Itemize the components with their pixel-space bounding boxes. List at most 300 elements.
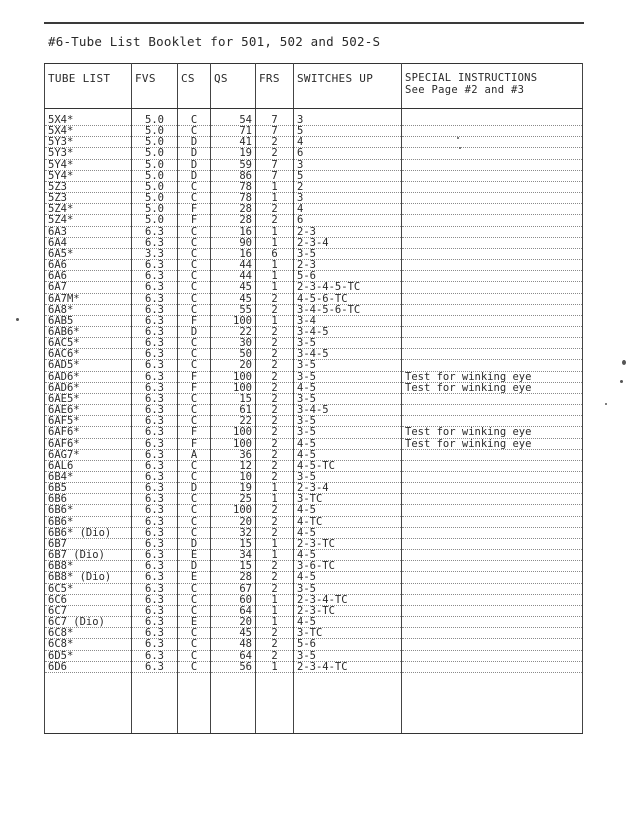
cell-cs: C — [178, 226, 211, 237]
cell-cs: F — [178, 427, 211, 438]
cell-special — [402, 516, 583, 527]
table-row — [45, 550, 583, 561]
cell-switches: 4-5 — [294, 617, 402, 628]
cell-qs: 10 — [211, 472, 256, 483]
cell-fvs: 6.3 — [132, 494, 178, 505]
cell-fvs: 6.3 — [132, 583, 178, 594]
cell-switches: 2-3-4 — [294, 237, 402, 248]
cell-fvs: 6.3 — [132, 505, 178, 516]
cell-special — [402, 248, 583, 259]
cell-qs: 28 — [211, 204, 256, 215]
cell-cs: C — [178, 583, 211, 594]
cell-special — [402, 326, 583, 337]
cell-fvs: 6.3 — [132, 449, 178, 460]
cell-switches: 4-TC — [294, 516, 402, 527]
cell-frs: 2 — [256, 371, 294, 382]
cell-cs: C — [178, 248, 211, 259]
table-row — [45, 109, 583, 126]
cell-switches: 2-3 — [294, 226, 402, 237]
cell-fvs: 5.0 — [132, 109, 178, 126]
cell-qs: 44 — [211, 271, 256, 282]
cell-qs: 60 — [211, 594, 256, 605]
cell-switches: 4 — [294, 204, 402, 215]
table-header-row — [45, 64, 583, 109]
cell-fvs: 6.3 — [132, 293, 178, 304]
cell-qs: 67 — [211, 583, 256, 594]
cell-cs: C — [178, 650, 211, 661]
cell-frs: 1 — [256, 282, 294, 293]
cell-qs: 20 — [211, 617, 256, 628]
cell-switches: 3-4-5-6-TC — [294, 304, 402, 315]
cell-special — [402, 583, 583, 594]
cell-fvs: 6.3 — [132, 639, 178, 650]
cell-cs: C — [178, 494, 211, 505]
cell-tube: 6AL6 — [45, 460, 132, 471]
cell-frs: 1 — [256, 260, 294, 271]
table-row — [45, 538, 583, 549]
cell-special — [402, 561, 583, 572]
cell-fvs: 6.3 — [132, 304, 178, 315]
table-row — [45, 405, 583, 416]
cell-cs: F — [178, 315, 211, 326]
cell-qs: 20 — [211, 516, 256, 527]
special-instructions-note: See Page #2 and #3 — [405, 84, 525, 96]
cell-special — [402, 109, 583, 126]
cell-qs: 16 — [211, 248, 256, 259]
cell-special — [402, 550, 583, 561]
cell-switches: 2-3-TC — [294, 605, 402, 616]
cell-cs: C — [178, 181, 211, 192]
cell-cs: C — [178, 661, 211, 672]
table-row — [45, 583, 583, 594]
cell-cs: C — [178, 271, 211, 282]
cell-qs: 45 — [211, 282, 256, 293]
cell-frs: 2 — [256, 338, 294, 349]
cell-special: Test for winking eye — [402, 438, 583, 449]
cell-tube: 5Y4* — [45, 159, 132, 170]
cell-tube: 6B6* (Dio) — [45, 527, 132, 538]
cell-switches: 4-5 — [294, 527, 402, 538]
cell-special — [402, 271, 583, 282]
cell-frs: 2 — [256, 148, 294, 159]
cell-switches: 3-5 — [294, 338, 402, 349]
cell-cs: C — [178, 460, 211, 471]
cell-frs: 2 — [256, 416, 294, 427]
cell-fvs: 5.0 — [132, 170, 178, 181]
table-row — [45, 594, 583, 605]
cell-cs: D — [178, 483, 211, 494]
cell-frs: 2 — [256, 349, 294, 360]
table-row — [45, 382, 583, 393]
cell-cs: C — [178, 527, 211, 538]
cell-cs: A — [178, 449, 211, 460]
cell-tube: 6A7M* — [45, 293, 132, 304]
cell-qs: 32 — [211, 527, 256, 538]
cell-special — [402, 538, 583, 549]
top-rule — [44, 22, 584, 24]
cell-cs: C — [178, 282, 211, 293]
cell-switches: 2-3-4-TC — [294, 594, 402, 605]
cell-cs: E — [178, 617, 211, 628]
cell-fvs: 6.3 — [132, 538, 178, 549]
cell-cs: D — [178, 326, 211, 337]
cell-qs: 86 — [211, 170, 256, 181]
cell-switches: 6 — [294, 215, 402, 226]
cell-tube: 6B6* — [45, 516, 132, 527]
table-row — [45, 181, 583, 192]
cell-qs: 78 — [211, 193, 256, 204]
cell-tube: 6B8* (Dio) — [45, 572, 132, 583]
table-row — [45, 293, 583, 304]
cell-special — [402, 159, 583, 170]
table-row — [45, 449, 583, 460]
cell-fvs: 6.3 — [132, 550, 178, 561]
cell-tube: 6C8* — [45, 628, 132, 639]
cell-fvs: 6.3 — [132, 617, 178, 628]
cell-fvs: 5.0 — [132, 215, 178, 226]
table-filler-row — [45, 672, 583, 733]
cell-tube: 6B7 (Dio) — [45, 550, 132, 561]
cell-cs: C — [178, 126, 211, 137]
cell-tube: 6AF6* — [45, 438, 132, 449]
cell-switches: 5-6 — [294, 639, 402, 650]
cell-special — [402, 416, 583, 427]
cell-qs: 25 — [211, 494, 256, 505]
cell-qs: 100 — [211, 371, 256, 382]
cell-fvs: 6.3 — [132, 226, 178, 237]
cell-switches: 3-6-TC — [294, 561, 402, 572]
table-row — [45, 260, 583, 271]
cell-switches: 5-6 — [294, 271, 402, 282]
table-row — [45, 628, 583, 639]
table-row — [45, 271, 583, 282]
cell-switches: 3-5 — [294, 472, 402, 483]
table-row — [45, 650, 583, 661]
cell-special — [402, 215, 583, 226]
cell-frs: 2 — [256, 572, 294, 583]
cell-switches: 2-3-TC — [294, 538, 402, 549]
cell-special — [402, 137, 583, 148]
cell-qs: 100 — [211, 438, 256, 449]
cell-switches: 2-3-4-TC — [294, 661, 402, 672]
cell-tube: 5Z4* — [45, 215, 132, 226]
cell-frs: 2 — [256, 460, 294, 471]
cell-switches: 5 — [294, 170, 402, 181]
cell-cs: C — [178, 304, 211, 315]
cell-frs: 2 — [256, 405, 294, 416]
cell-frs: 1 — [256, 271, 294, 282]
table-row — [45, 193, 583, 204]
cell-switches: 4-5 — [294, 382, 402, 393]
header-switches-up: SWITCHES UP — [294, 64, 402, 109]
cell-tube: 5X4* — [45, 126, 132, 137]
cell-cs: C — [178, 109, 211, 126]
cell-switches: 4-5 — [294, 438, 402, 449]
cell-special — [402, 460, 583, 471]
cell-frs: 7 — [256, 126, 294, 137]
cell-frs: 2 — [256, 583, 294, 594]
cell-frs: 7 — [256, 159, 294, 170]
cell-fvs: 6.3 — [132, 382, 178, 393]
cell-frs: 2 — [256, 137, 294, 148]
table-row — [45, 617, 583, 628]
cell-special — [402, 527, 583, 538]
ink-speck — [605, 403, 607, 405]
cell-special — [402, 405, 583, 416]
cell-frs: 1 — [256, 226, 294, 237]
cell-qs: 19 — [211, 483, 256, 494]
cell-cs: C — [178, 237, 211, 248]
cell-tube: 6A8* — [45, 304, 132, 315]
cell-tube: 5Y4* — [45, 170, 132, 181]
cell-switches: 4-5-TC — [294, 460, 402, 471]
table-row — [45, 326, 583, 337]
cell-switches: 3 — [294, 159, 402, 170]
cell-frs: 7 — [256, 109, 294, 126]
cell-cs: C — [178, 360, 211, 371]
cell-frs: 2 — [256, 628, 294, 639]
cell-tube: 6AF6* — [45, 427, 132, 438]
cell-tube: 6AE5* — [45, 393, 132, 404]
cell-special — [402, 349, 583, 360]
header-qs: QS — [211, 64, 256, 109]
table-row — [45, 483, 583, 494]
cell-special — [402, 148, 583, 159]
cell-fvs: 5.0 — [132, 148, 178, 159]
cell-tube: 5Z3 — [45, 193, 132, 204]
empty-cell — [294, 672, 402, 733]
cell-frs: 2 — [256, 326, 294, 337]
cell-tube: 6C7 (Dio) — [45, 617, 132, 628]
cell-special — [402, 282, 583, 293]
cell-cs: C — [178, 338, 211, 349]
table-row — [45, 605, 583, 616]
cell-fvs: 6.3 — [132, 338, 178, 349]
cell-frs: 2 — [256, 427, 294, 438]
cell-fvs: 6.3 — [132, 271, 178, 282]
cell-qs: 15 — [211, 393, 256, 404]
cell-frs: 2 — [256, 561, 294, 572]
header-special-instructions — [402, 64, 583, 109]
table-row — [45, 360, 583, 371]
cell-tube: 6AC5* — [45, 338, 132, 349]
table-row — [45, 460, 583, 471]
empty-cell — [178, 672, 211, 733]
cell-qs: 100 — [211, 382, 256, 393]
cell-tube: 6D6 — [45, 661, 132, 672]
cell-fvs: 6.3 — [132, 561, 178, 572]
cell-special — [402, 204, 583, 215]
cell-tube: 5Y3* — [45, 148, 132, 159]
empty-cell — [402, 672, 583, 733]
cell-qs: 15 — [211, 561, 256, 572]
cell-tube: 6C6 — [45, 594, 132, 605]
cell-frs: 2 — [256, 505, 294, 516]
table-row — [45, 505, 583, 516]
cell-fvs: 6.3 — [132, 315, 178, 326]
cell-qs: 54 — [211, 109, 256, 126]
cell-cs: C — [178, 605, 211, 616]
cell-tube: 6AD6* — [45, 371, 132, 382]
cell-frs: 1 — [256, 538, 294, 549]
table-row — [45, 371, 583, 382]
cell-tube: 6A3 — [45, 226, 132, 237]
cell-special — [402, 315, 583, 326]
cell-switches: 3-5 — [294, 360, 402, 371]
cell-switches: 4 — [294, 137, 402, 148]
cell-tube: 6C7 — [45, 605, 132, 616]
cell-fvs: 6.3 — [132, 405, 178, 416]
cell-qs: 64 — [211, 605, 256, 616]
table-row — [45, 527, 583, 538]
table-row — [45, 427, 583, 438]
cell-switches: 3-5 — [294, 393, 402, 404]
cell-special — [402, 572, 583, 583]
cell-cs: F — [178, 382, 211, 393]
cell-special — [402, 505, 583, 516]
cell-switches: 3 — [294, 109, 402, 126]
cell-cs: E — [178, 572, 211, 583]
cell-special — [402, 605, 583, 616]
cell-fvs: 5.0 — [132, 159, 178, 170]
cell-frs: 1 — [256, 494, 294, 505]
cell-switches: 3-4 — [294, 315, 402, 326]
cell-tube: 6AD5* — [45, 360, 132, 371]
cell-cs: C — [178, 505, 211, 516]
empty-cell — [211, 672, 256, 733]
cell-qs: 19 — [211, 148, 256, 159]
cell-special: Test for winking eye — [402, 427, 583, 438]
cell-switches: 3-TC — [294, 628, 402, 639]
cell-tube: 6C8* — [45, 639, 132, 650]
cell-fvs: 6.3 — [132, 572, 178, 583]
cell-qs: 100 — [211, 315, 256, 326]
table-body — [45, 109, 583, 734]
table-row — [45, 148, 583, 159]
cell-fvs: 6.3 — [132, 349, 178, 360]
cell-tube: 6AG7* — [45, 449, 132, 460]
empty-cell — [132, 672, 178, 733]
cell-qs: 20 — [211, 360, 256, 371]
cell-tube: 5Z3 — [45, 181, 132, 192]
cell-switches: 3-5 — [294, 427, 402, 438]
cell-qs: 22 — [211, 326, 256, 337]
cell-fvs: 6.3 — [132, 260, 178, 271]
cell-frs: 2 — [256, 639, 294, 650]
cell-fvs: 6.3 — [132, 371, 178, 382]
cell-cs: D — [178, 137, 211, 148]
cell-special — [402, 661, 583, 672]
cell-frs: 1 — [256, 193, 294, 204]
cell-frs: 2 — [256, 393, 294, 404]
cell-frs: 1 — [256, 605, 294, 616]
cell-tube: 6AD6* — [45, 382, 132, 393]
cell-cs: D — [178, 159, 211, 170]
cell-cs: C — [178, 516, 211, 527]
table-row — [45, 516, 583, 527]
cell-qs: 59 — [211, 159, 256, 170]
cell-tube: 6B7 — [45, 538, 132, 549]
table-row — [45, 315, 583, 326]
header-fvs: FVS — [132, 64, 178, 109]
cell-fvs: 6.3 — [132, 438, 178, 449]
cell-cs: C — [178, 405, 211, 416]
cell-fvs: 5.0 — [132, 181, 178, 192]
cell-frs: 1 — [256, 594, 294, 605]
cell-qs: 44 — [211, 260, 256, 271]
cell-switches: 3-5 — [294, 650, 402, 661]
cell-frs: 2 — [256, 293, 294, 304]
cell-fvs: 6.3 — [132, 393, 178, 404]
cell-frs: 2 — [256, 360, 294, 371]
cell-special — [402, 181, 583, 192]
ink-speck — [16, 318, 19, 321]
cell-fvs: 5.0 — [132, 193, 178, 204]
cell-switches: 2-3-4 — [294, 483, 402, 494]
cell-fvs: 6.3 — [132, 605, 178, 616]
cell-frs: 2 — [256, 382, 294, 393]
cell-tube: 6AF5* — [45, 416, 132, 427]
cell-special: Test for winking eye — [402, 371, 583, 382]
cell-fvs: 6.3 — [132, 472, 178, 483]
ink-speck — [457, 137, 459, 139]
cell-cs: C — [178, 639, 211, 650]
cell-tube: 6A6 — [45, 260, 132, 271]
cell-switches: 3-5 — [294, 583, 402, 594]
cell-cs: F — [178, 371, 211, 382]
cell-switches: 3 — [294, 193, 402, 204]
empty-cell — [256, 672, 294, 733]
cell-tube: 6AB5 — [45, 315, 132, 326]
cell-frs: 1 — [256, 181, 294, 192]
cell-cs: C — [178, 393, 211, 404]
cell-cs: F — [178, 215, 211, 226]
cell-frs: 2 — [256, 304, 294, 315]
cell-frs: 1 — [256, 661, 294, 672]
cell-special — [402, 126, 583, 137]
table-row — [45, 349, 583, 360]
cell-frs: 2 — [256, 650, 294, 661]
cell-switches: 3-5 — [294, 248, 402, 259]
table-row — [45, 393, 583, 404]
cell-tube: 6A5* — [45, 248, 132, 259]
cell-tube: 6B4* — [45, 472, 132, 483]
cell-special — [402, 494, 583, 505]
cell-fvs: 6.3 — [132, 237, 178, 248]
cell-switches: 4-5 — [294, 449, 402, 460]
header-frs: FRS — [256, 64, 294, 109]
cell-special — [402, 360, 583, 371]
cell-cs: C — [178, 628, 211, 639]
cell-qs: 16 — [211, 226, 256, 237]
cell-qs: 100 — [211, 505, 256, 516]
cell-switches: 3-5 — [294, 416, 402, 427]
cell-special — [402, 293, 583, 304]
table-row — [45, 170, 583, 181]
cell-switches: 4-5-6-TC — [294, 293, 402, 304]
tube-table — [44, 63, 583, 734]
table-row — [45, 438, 583, 449]
cell-qs: 71 — [211, 126, 256, 137]
header-cs: CS — [178, 64, 211, 109]
cell-frs: 2 — [256, 204, 294, 215]
cell-cs: C — [178, 349, 211, 360]
cell-frs: 1 — [256, 237, 294, 248]
cell-fvs: 6.3 — [132, 650, 178, 661]
cell-switches: 3-4-5 — [294, 349, 402, 360]
cell-special — [402, 226, 583, 237]
cell-fvs: 3.3 — [132, 248, 178, 259]
